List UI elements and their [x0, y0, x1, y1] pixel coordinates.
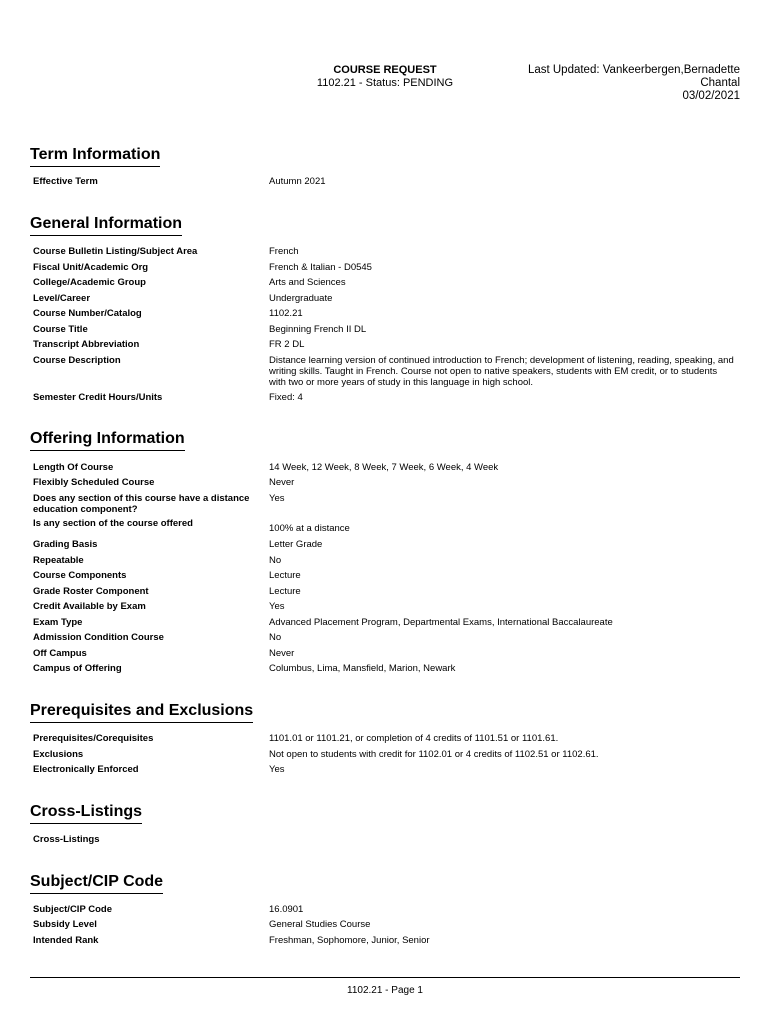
- page-footer: 1102.21 - Page 1: [347, 985, 423, 996]
- field-value: Lecture: [269, 570, 301, 581]
- last-updated-name-line2: Chantal: [700, 77, 740, 89]
- section-title-offering: Offering Information: [30, 430, 185, 451]
- last-updated-name-line1: Last Updated: Vankeerbergen,Bernadette: [527, 64, 740, 76]
- field-label: Fiscal Unit/Academic Org: [33, 262, 149, 273]
- field-label: Grade Roster Component: [33, 586, 149, 597]
- field-value: No: [269, 555, 282, 566]
- field-label: Prerequisites/Corequisites: [33, 733, 154, 744]
- field-value: Not open to students with credit for 1102.01 or 4 credits of 1102.51 or 1102.61.: [269, 749, 599, 760]
- field-value: French: [269, 246, 299, 257]
- field-label: Course Title: [33, 324, 88, 335]
- section-title-general: General Information: [30, 215, 182, 236]
- field-value: 100% at a distance: [269, 523, 350, 534]
- field-label: College/Academic Group: [33, 277, 146, 288]
- field-label: Course Description: [33, 355, 121, 366]
- field-label: Effective Term: [33, 176, 98, 187]
- field-label: Exclusions: [33, 749, 84, 760]
- section-title-term: Term Information: [30, 146, 160, 167]
- field-label: Course Number/Catalog: [33, 308, 142, 319]
- field-label: Does any section of this course have a distance education component?: [33, 493, 250, 515]
- field-value: 14 Week, 12 Week, 8 Week, 7 Week, 6 Week, 4 Week: [269, 462, 499, 473]
- field-value: FR 2 DL: [269, 339, 305, 350]
- field-value: Distance learning version of continued introduction to French; development of listening, reading, speaking, and writing skills. Taught in French. Course not open to native speakers, students with EM credit, or to students with two or more years of study in this language in high school.: [269, 355, 734, 388]
- field-label: Campus of Offering: [33, 663, 122, 674]
- field-value: Yes: [269, 493, 285, 504]
- field-label: Cross-Listings: [33, 834, 100, 845]
- document-header-center: [290, 64, 480, 90]
- field-value: Yes: [269, 764, 285, 775]
- field-value: Autumn 2021: [269, 176, 326, 187]
- field-value: Never: [269, 477, 295, 488]
- field-label: Subsidy Level: [33, 919, 97, 930]
- field-label: Transcript Abbreviation: [33, 339, 140, 350]
- field-value: Lecture: [269, 586, 301, 597]
- field-label: Flexibly Scheduled Course: [33, 477, 155, 488]
- field-label: Repeatable: [33, 555, 84, 566]
- field-value: Freshman, Sophomore, Junior, Senior: [269, 935, 430, 946]
- field-value: Yes: [269, 601, 285, 612]
- field-label: Course Bulletin Listing/Subject Area: [33, 246, 198, 257]
- field-value: 16.0901: [269, 904, 304, 915]
- field-label: Admission Condition Course: [33, 632, 164, 643]
- field-value: Never: [269, 648, 295, 659]
- field-value: Columbus, Lima, Mansfield, Marion, Newark: [269, 663, 456, 674]
- field-value: Arts and Sciences: [269, 277, 346, 288]
- field-label: Intended Rank: [33, 935, 99, 946]
- field-label: Subject/CIP Code: [33, 904, 113, 915]
- document-status: 1102.21 - Status: PENDING: [316, 77, 454, 89]
- field-label: Exam Type: [33, 617, 83, 628]
- field-label: Is any section of the course offered: [33, 518, 193, 529]
- field-label: Length Of Course: [33, 462, 114, 473]
- field-value: Undergraduate: [269, 293, 333, 304]
- field-value: 1102.21: [269, 308, 303, 319]
- field-label: Level/Career: [33, 293, 91, 304]
- section-title-prereq: Prerequisites and Exclusions: [30, 702, 253, 723]
- field-value: 1101.01 or 1101.21, or completion of 4 credits of 1101.51 or 1101.61.: [269, 733, 559, 744]
- field-value: Advanced Placement Program, Departmental Exams, International Baccalaureate: [269, 617, 613, 628]
- field-label: Semester Credit Hours/Units: [33, 392, 163, 403]
- field-label: Off Campus: [33, 648, 87, 659]
- section-title-cross: Cross-Listings: [30, 803, 142, 824]
- field-value: No: [269, 632, 282, 643]
- section-title-cip: Subject/CIP Code: [30, 873, 163, 894]
- field-value: Fixed: 4: [269, 392, 303, 403]
- field-label: Course Components: [33, 570, 127, 581]
- field-value: French & Italian - D0545: [269, 262, 372, 273]
- last-updated-block: [528, 64, 740, 103]
- field-label: Grading Basis: [33, 539, 98, 550]
- field-value: Letter Grade: [269, 539, 323, 550]
- field-label: Credit Available by Exam: [33, 601, 146, 612]
- footer-divider: [30, 977, 740, 978]
- document-title: COURSE REQUEST: [333, 64, 437, 76]
- last-updated-date: 03/02/2021: [682, 90, 740, 102]
- field-value: General Studies Course: [269, 919, 371, 930]
- field-label: Electronically Enforced: [33, 764, 139, 775]
- field-value: Beginning French II DL: [269, 324, 367, 335]
